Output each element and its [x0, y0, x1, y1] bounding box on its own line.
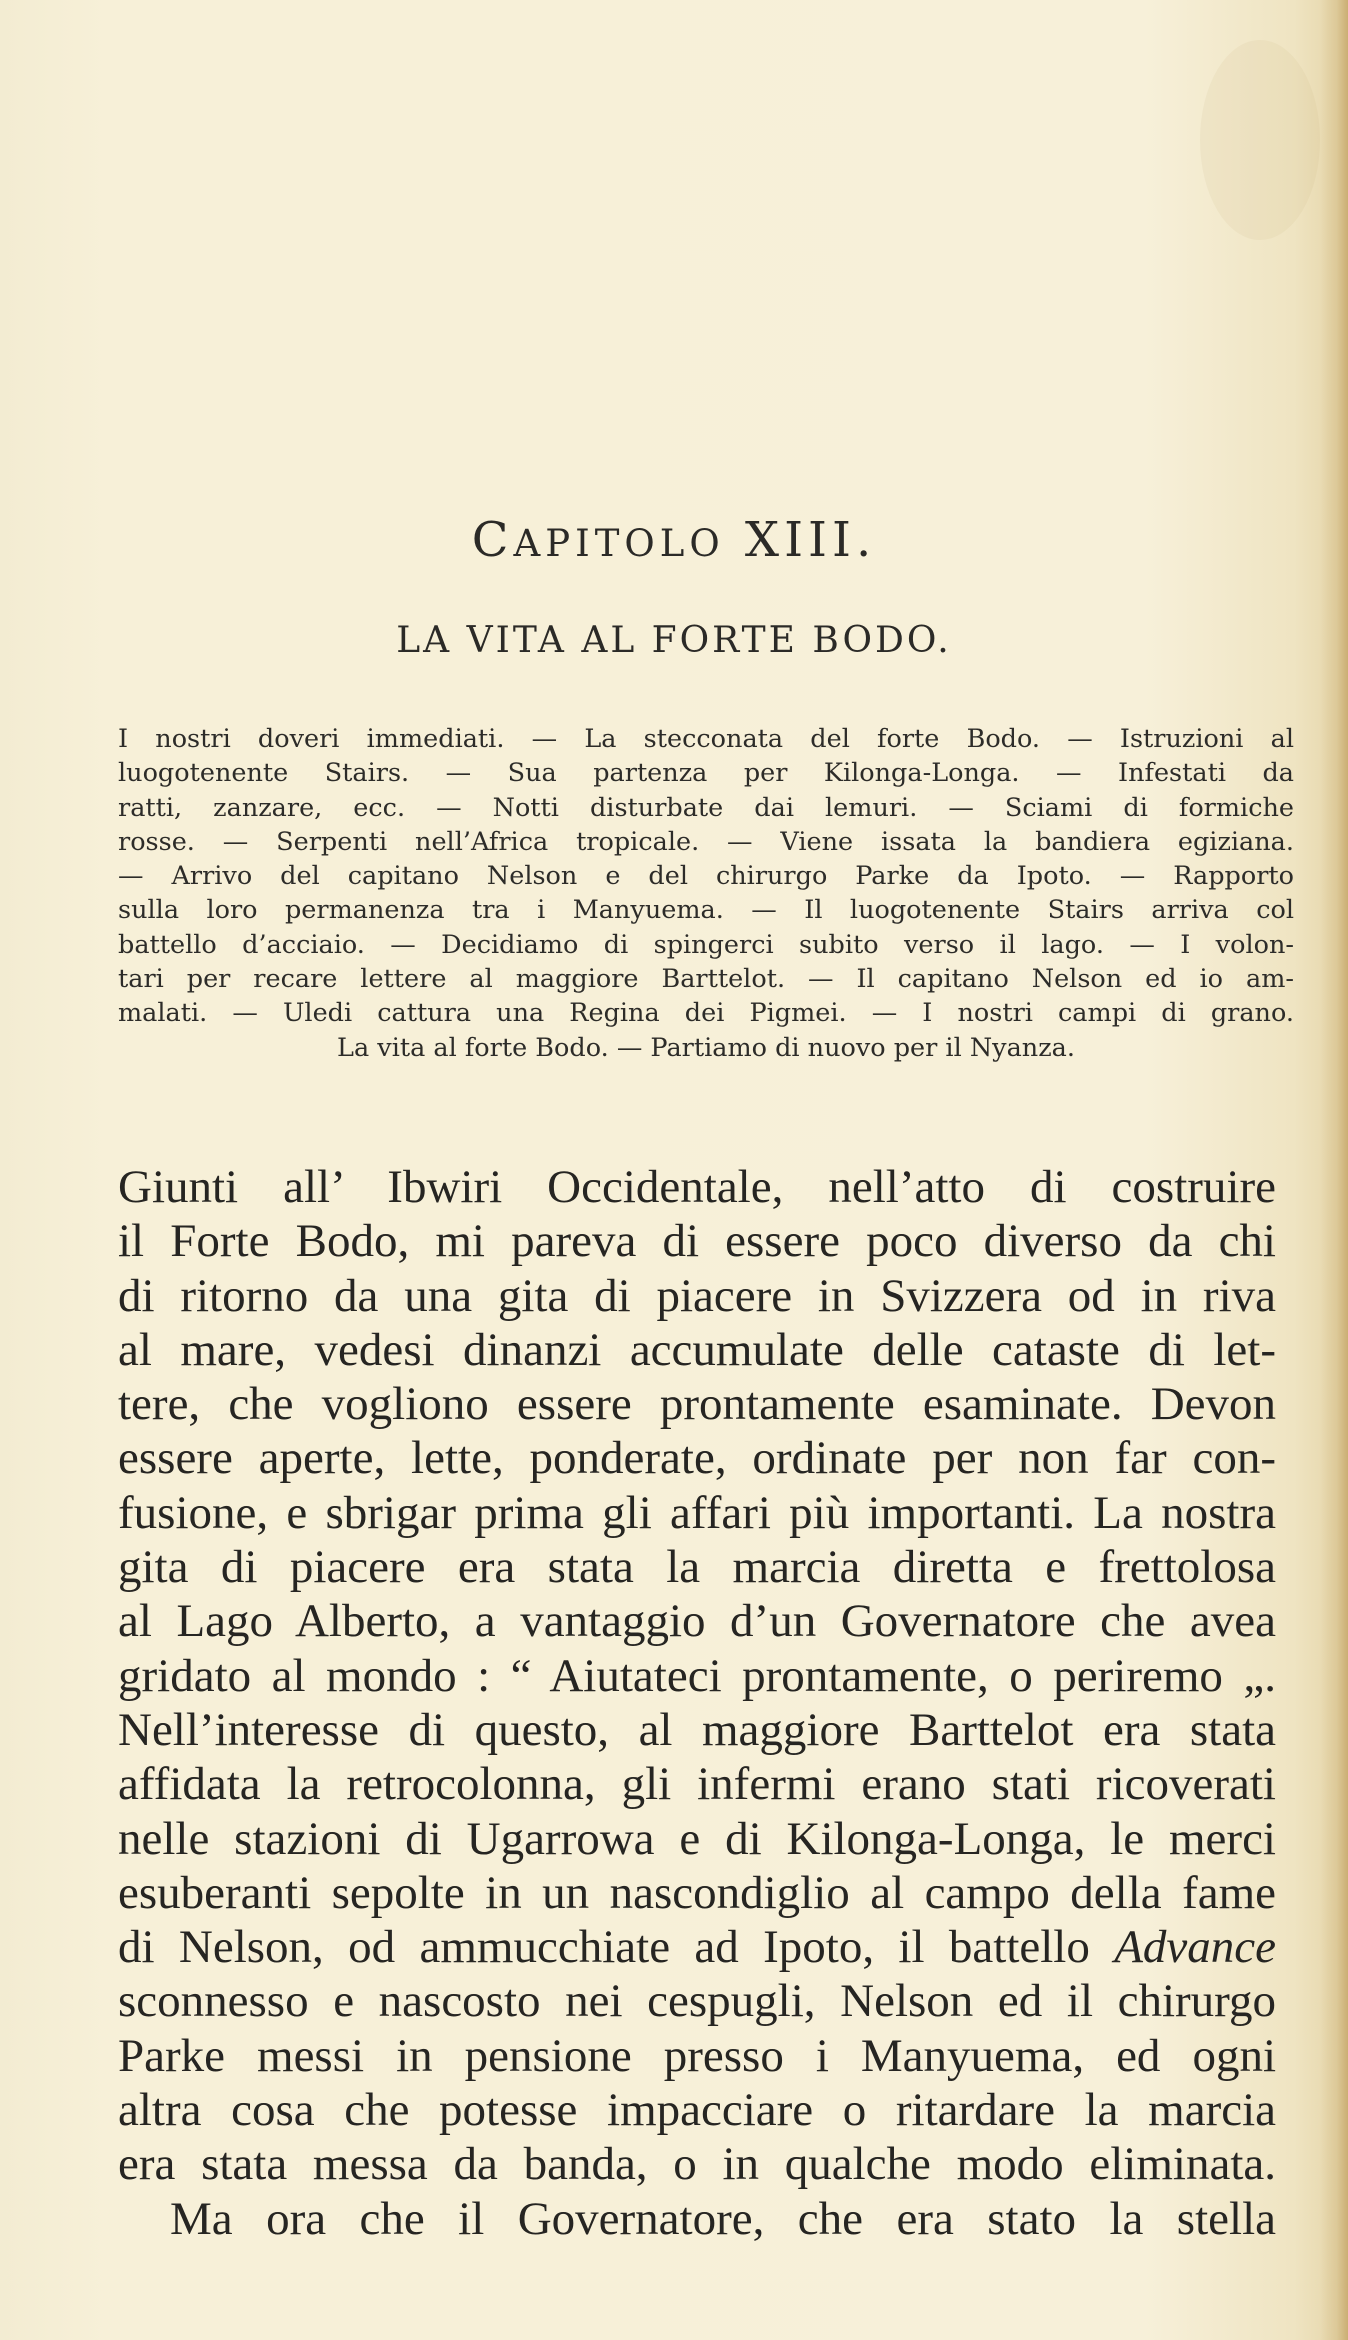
paper-stain [1200, 40, 1320, 240]
body-line: era stata messa da banda, o in qualche modo eliminata. [118, 2138, 1276, 2191]
summary-line: ratti, zanzare, ecc. — Notti disturbate dai lemuri. — Sciami di formiche [118, 792, 1294, 823]
body-line: il Forte Bodo, mi pareva di essere poco diverso da chi [118, 1215, 1276, 1268]
body-line: fusione, e sbrigar prima gli affari più importanti. La nostra [118, 1486, 1276, 1539]
chapter-number: XIII. [744, 512, 877, 568]
italic-boat-name: Advance [1114, 1921, 1277, 1974]
summary-line: tari per recare lettere al maggiore Barttelot. — Il capitano Nelson ed io am- [118, 964, 1294, 995]
body-line-text: di Nelson, od ammucchiate ad Ipoto, il battello [118, 1921, 1090, 1974]
body-line: esuberanti sepolte in un nascondiglio al campo della fame [118, 1866, 1276, 1919]
chapter-heading-initial: C [471, 512, 514, 568]
body-line: Parke messi in pensione presso i Manyuema, ed ogni [118, 2029, 1276, 2082]
summary-line: La vita al forte Bodo. — Partiamo di nuovo per il Nyanza. [337, 1032, 1075, 1063]
body-line: di ritorno da una gita di piacere in Svizzera od in riva [118, 1269, 1276, 1322]
page-edge-shadow [1320, 0, 1348, 2340]
body-line: gita di piacere era stata la marcia diretta e frettolosa [118, 1541, 1276, 1594]
body-line: tere, che vogliono essere prontamente esaminate. Devon [118, 1378, 1276, 1431]
summary-line: battello d’acciaio. — Decidiamo di spingerci subito verso il lago. — I volon- [118, 929, 1294, 960]
body-line: Giunti all’ Ibwiri Occidentale, nell’atto di costruire [118, 1161, 1276, 1213]
body-line: al mare, vedesi dinanzi accumulate delle cataste di let- [118, 1323, 1276, 1376]
chapter-summary [118, 722, 1294, 1065]
body-line-with-italic [118, 1920, 1276, 1974]
body-line: sconnesso e nascosto nei cespugli, Nelson ed il chirurgo [118, 1975, 1276, 2028]
body-line: essere aperte, lette, ponderate, ordinate per non far con- [118, 1432, 1276, 1485]
summary-line: sulla loro permanenza tra i Manyuema. — Il luogotenente Stairs arriva col [118, 895, 1294, 926]
summary-line: — Arrivo del capitano Nelson e del chirurgo Parke da Ipoto. — Rapporto [118, 861, 1294, 892]
chapter-heading [0, 512, 1348, 568]
chapter-title: LA VITA AL FORTE BODO. [396, 620, 952, 661]
body-line: nelle stazioni di Ugarrowa e di Kilonga-Longa, le merci [118, 1812, 1276, 1865]
body-line: affidata la retrocolonna, gli infermi erano stati ricoverati [118, 1758, 1276, 1811]
summary-line: luogotenente Stairs. — Sua partenza per Kilonga-Longa. — Infestati da [118, 758, 1294, 789]
summary-line: I nostri doveri immediati. — La stecconata del forte Bodo. — Istruzioni al [118, 724, 1294, 754]
body-line: Nell’interesse di questo, al maggiore Barttelot era stata [118, 1703, 1276, 1756]
body-line: gridato al mondo : “ Aiutateci prontamente, o periremo „. [118, 1649, 1276, 1702]
body-line: altra cosa che potesse impacciare o ritardare la marcia [118, 2084, 1276, 2137]
chapter-heading-word: APITOLO [513, 522, 725, 565]
body-paragraph [118, 1160, 1276, 2246]
body-line: Ma ora che il Governatore, che era stato la stella [170, 2192, 1276, 2245]
summary-line: malati. — Uledi cattura una Regina dei Pigmei. — I nostri campi di grano. [118, 998, 1294, 1029]
body-line: al Lago Alberto, a vantaggio d’un Governatore che avea [118, 1595, 1276, 1648]
summary-line: rosse. — Serpenti nell’Africa tropicale. — Viene issata la bandiera egiziana. [118, 826, 1294, 857]
